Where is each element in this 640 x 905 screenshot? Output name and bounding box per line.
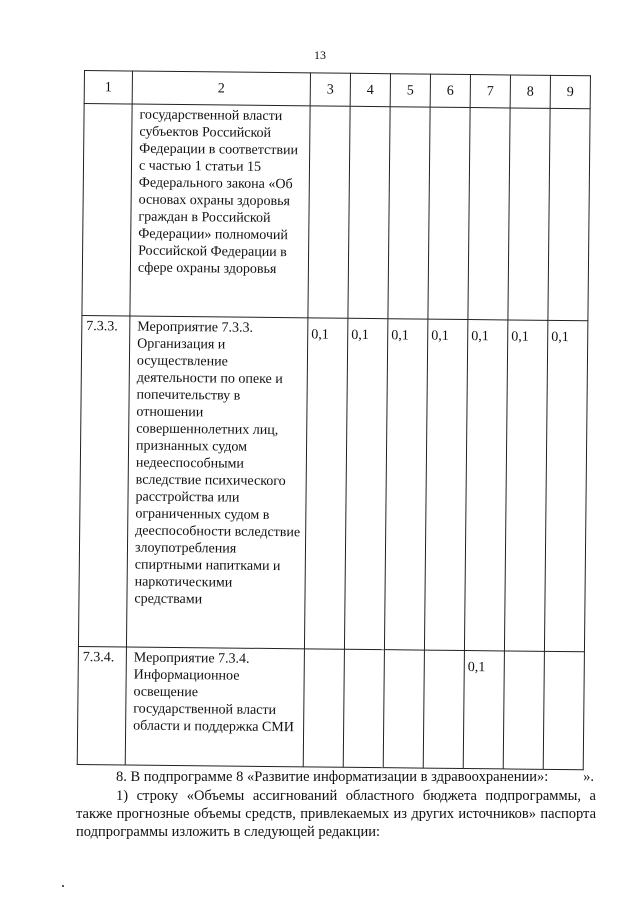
row-value: 0,1 bbox=[464, 320, 507, 651]
page-number: 13 bbox=[314, 48, 326, 62]
row-value: 0,1 bbox=[384, 319, 427, 650]
row-value bbox=[343, 649, 384, 767]
row-value: 0,1 bbox=[304, 318, 347, 649]
header-cell: 6 bbox=[430, 74, 470, 107]
table-row bbox=[78, 315, 587, 651]
row-description: Мероприятие 7.3.4. Информационное освещение государственной власти области и поддержка СМИ bbox=[125, 647, 304, 767]
row-number: 7.3.3. bbox=[78, 315, 129, 646]
header-cell: 5 bbox=[390, 74, 430, 107]
row-value bbox=[388, 107, 430, 319]
row-value bbox=[508, 108, 550, 320]
row-value bbox=[543, 651, 584, 769]
row-value bbox=[428, 107, 470, 319]
paragraph-row-replacement: 1) строку «Объемы ассигнований областного бюджета подпрограммы, а также прогнозные объемы средств, привлекаемых из других источников» паспорта подпрограммы изложить в следующей редакции: bbox=[76, 788, 596, 840]
header-cell: 9 bbox=[550, 75, 590, 108]
row-value bbox=[548, 108, 590, 320]
header-cell: 3 bbox=[310, 73, 350, 106]
row-value bbox=[503, 651, 544, 769]
table-header-row bbox=[84, 71, 590, 109]
row-number bbox=[82, 104, 132, 316]
row-description: Мероприятие 7.3.3. Организация и осуществление деятельности по опеке и попечительству в отношении совершеннолетних лиц, признанных судом недееспособными вследствие психического расстройства или ограниченных судом в дееспособности вследствие злоупотребления спиртными напитками и наркотическими средствами bbox=[126, 316, 307, 649]
row-description: государственной власти субъектов Российской Федерации в соответствии с частью 1 статьи 15 Федерального закона «Об основах охраны здоровья граждан в Российской Федерации» полномочий Российской Федерации в сфере охраны здоровья bbox=[130, 104, 310, 318]
closing-quote: ». bbox=[583, 769, 594, 785]
row-value bbox=[423, 650, 464, 768]
header-cell: 8 bbox=[510, 75, 550, 108]
row-value bbox=[383, 650, 424, 768]
row-value: 0,1 bbox=[424, 319, 467, 650]
table-row bbox=[77, 646, 584, 769]
row-value bbox=[308, 106, 350, 318]
paragraph-subprogram-8 bbox=[76, 768, 596, 786]
program-table bbox=[77, 70, 591, 770]
row-value: 0,1 bbox=[344, 318, 387, 649]
header-cell: 1 bbox=[84, 71, 132, 105]
scan-speck bbox=[62, 885, 64, 887]
header-cell: 7 bbox=[470, 75, 510, 108]
row-value: 0,1 bbox=[504, 320, 547, 651]
row-value: 0,1 bbox=[463, 651, 504, 769]
table-row bbox=[82, 104, 590, 321]
header-cell: 2 bbox=[132, 71, 310, 106]
paragraph-1-text: 8. В подпрограмме 8 «Развитие информатизации в здравоохранении»: bbox=[116, 769, 549, 785]
row-value: 0,1 bbox=[544, 320, 587, 651]
header-cell: 4 bbox=[350, 73, 390, 106]
row-value bbox=[468, 108, 510, 320]
row-number: 7.3.4. bbox=[77, 646, 126, 764]
row-value bbox=[348, 106, 390, 318]
row-value bbox=[303, 649, 344, 767]
